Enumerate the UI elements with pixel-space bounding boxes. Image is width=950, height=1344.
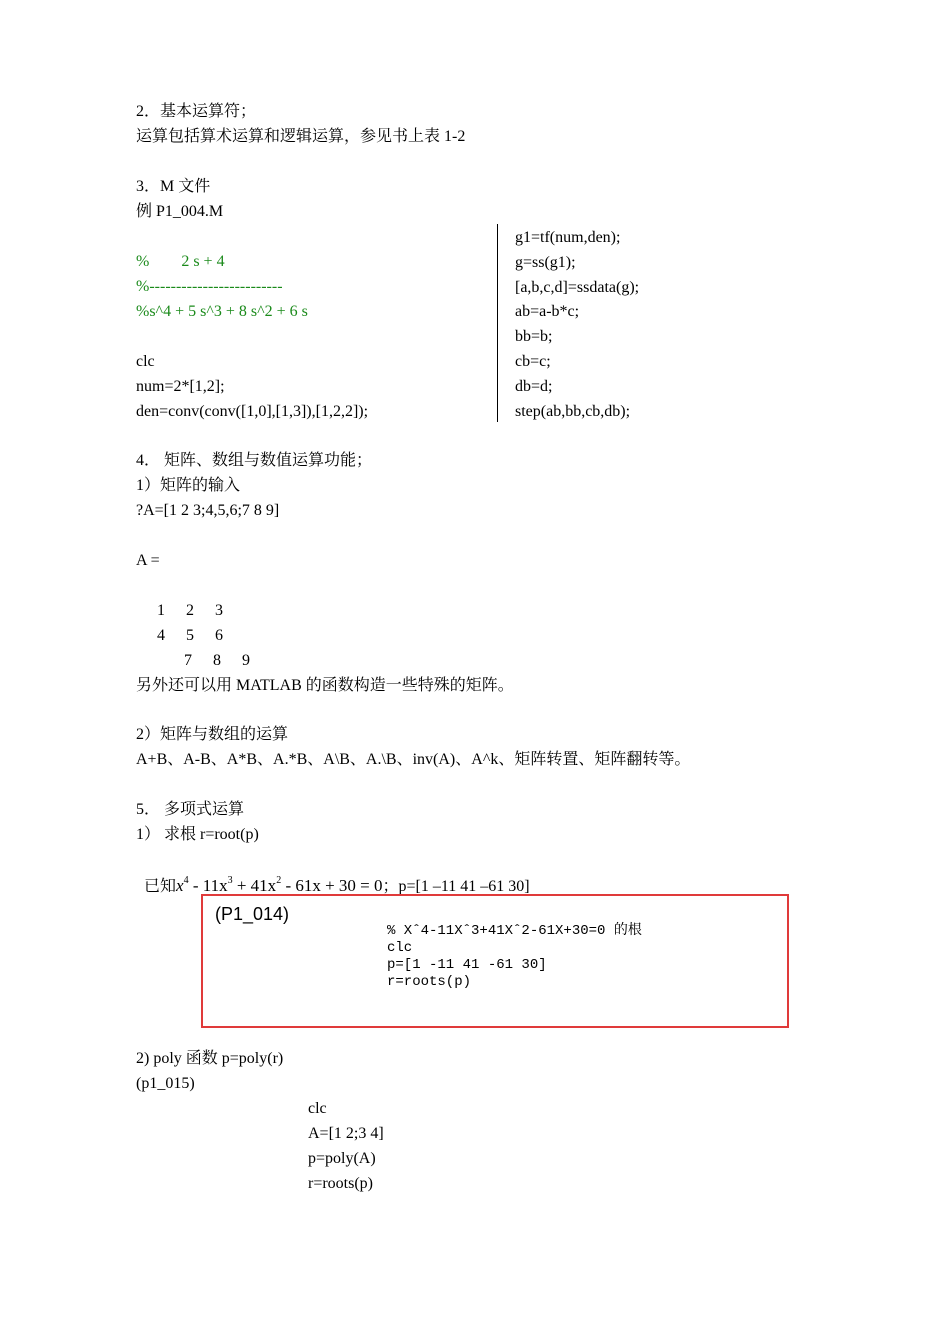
code-line: num=2*[1,2];: [136, 378, 225, 395]
matrix-input-command: ?A=[1 2 3;4,5,6;7 8 9]: [136, 502, 280, 519]
matrix-cell: 5: [186, 627, 194, 644]
matrix-ops-list: A+B、A-B、A*B、A.*B、A\B、A.\B、inv(A)、A^k、矩阵转置、矩阵翻转等。: [136, 751, 691, 768]
code-line: % Xˆ4-11Xˆ3+41Xˆ2-61X+30=0 的根: [387, 923, 642, 939]
known-label: 已知: [144, 878, 177, 895]
code-line: A=[1 2;3 4]: [308, 1125, 384, 1142]
code-line: db=d;: [515, 378, 553, 395]
column-divider: [497, 224, 498, 422]
matrix-cell: 7: [184, 652, 192, 669]
code-line: ab=a-b*c;: [515, 303, 580, 320]
equation-term: $x^4 - 11x^3 + 41x^2 - 61x + 30 = 0$: [176, 875, 383, 895]
code-comment: %-------------------------: [136, 278, 283, 295]
matrix-cell: 2: [186, 602, 194, 619]
subsection-matrix-input: 1）矩阵的输入: [136, 477, 241, 494]
subsection-poly: 2) poly 函数 p=poly(r): [136, 1050, 284, 1067]
matrix-cell: 3: [215, 602, 223, 619]
code-line: r=roots(p): [387, 974, 472, 990]
code-line: p=poly(A): [308, 1150, 376, 1167]
code-line: clc: [308, 1100, 327, 1117]
matrix-cell: 6: [215, 627, 223, 644]
matrix-cell: 4: [157, 627, 165, 644]
code-line: step(ab,bb,cb,db);: [515, 403, 631, 420]
code-comment: % 2 s + 4: [136, 253, 225, 270]
subsection-matrix-ops: 2）矩阵与数组的运算: [136, 726, 289, 743]
code-line: clc: [136, 353, 155, 370]
code-line: p=[1 -11 41 -61 30]: [387, 957, 547, 973]
code-example-box: [201, 894, 789, 1028]
section-2-title: 2．基本运算符；: [136, 103, 257, 120]
code-line: [a,b,c,d]=ssdata(g);: [515, 279, 640, 296]
code-line: g1=tf(num,den);: [515, 229, 621, 246]
code-line: clc: [387, 940, 413, 956]
example-label: 例 P1_004.M: [136, 203, 224, 220]
box-title: (P1_014): [215, 904, 290, 924]
code-line: r=roots(p): [308, 1175, 374, 1192]
code-comment: %s^4 + 5 s^3 + 8 s^2 + 6 s: [136, 303, 308, 320]
section-5-title: 5． 多项式运算: [136, 801, 245, 818]
section-3-title: 3．M 文件: [136, 178, 211, 195]
example-ref: (p1_015): [136, 1075, 195, 1092]
matrix-cell: 8: [213, 652, 221, 669]
subsection-roots: 1） 求根 r=root(p): [136, 826, 259, 843]
coefficient-vector: ；p=[1 –11 41 –61 30]: [382, 878, 530, 895]
matrix-note: 另外还可以用 MATLAB 的函数构造一些特殊的矩阵。: [136, 677, 514, 694]
matrix-output-label: A =: [136, 552, 160, 569]
code-line: g=ss(g1);: [515, 254, 576, 271]
code-line: bb=b;: [515, 328, 553, 345]
code-line: den=conv(conv([1,0],[1,3]),[1,2,2]);: [136, 403, 369, 420]
section-2-desc: 运算包括算术运算和逻辑运算，参见书上表 1-2: [136, 128, 466, 145]
polynomial-equation: [136, 848, 530, 898]
matrix-cell: 1: [157, 602, 165, 619]
section-4-title: 4． 矩阵、数组与数值运算功能；: [136, 452, 373, 469]
matrix-cell: 9: [242, 652, 250, 669]
code-line: cb=c;: [515, 353, 551, 370]
